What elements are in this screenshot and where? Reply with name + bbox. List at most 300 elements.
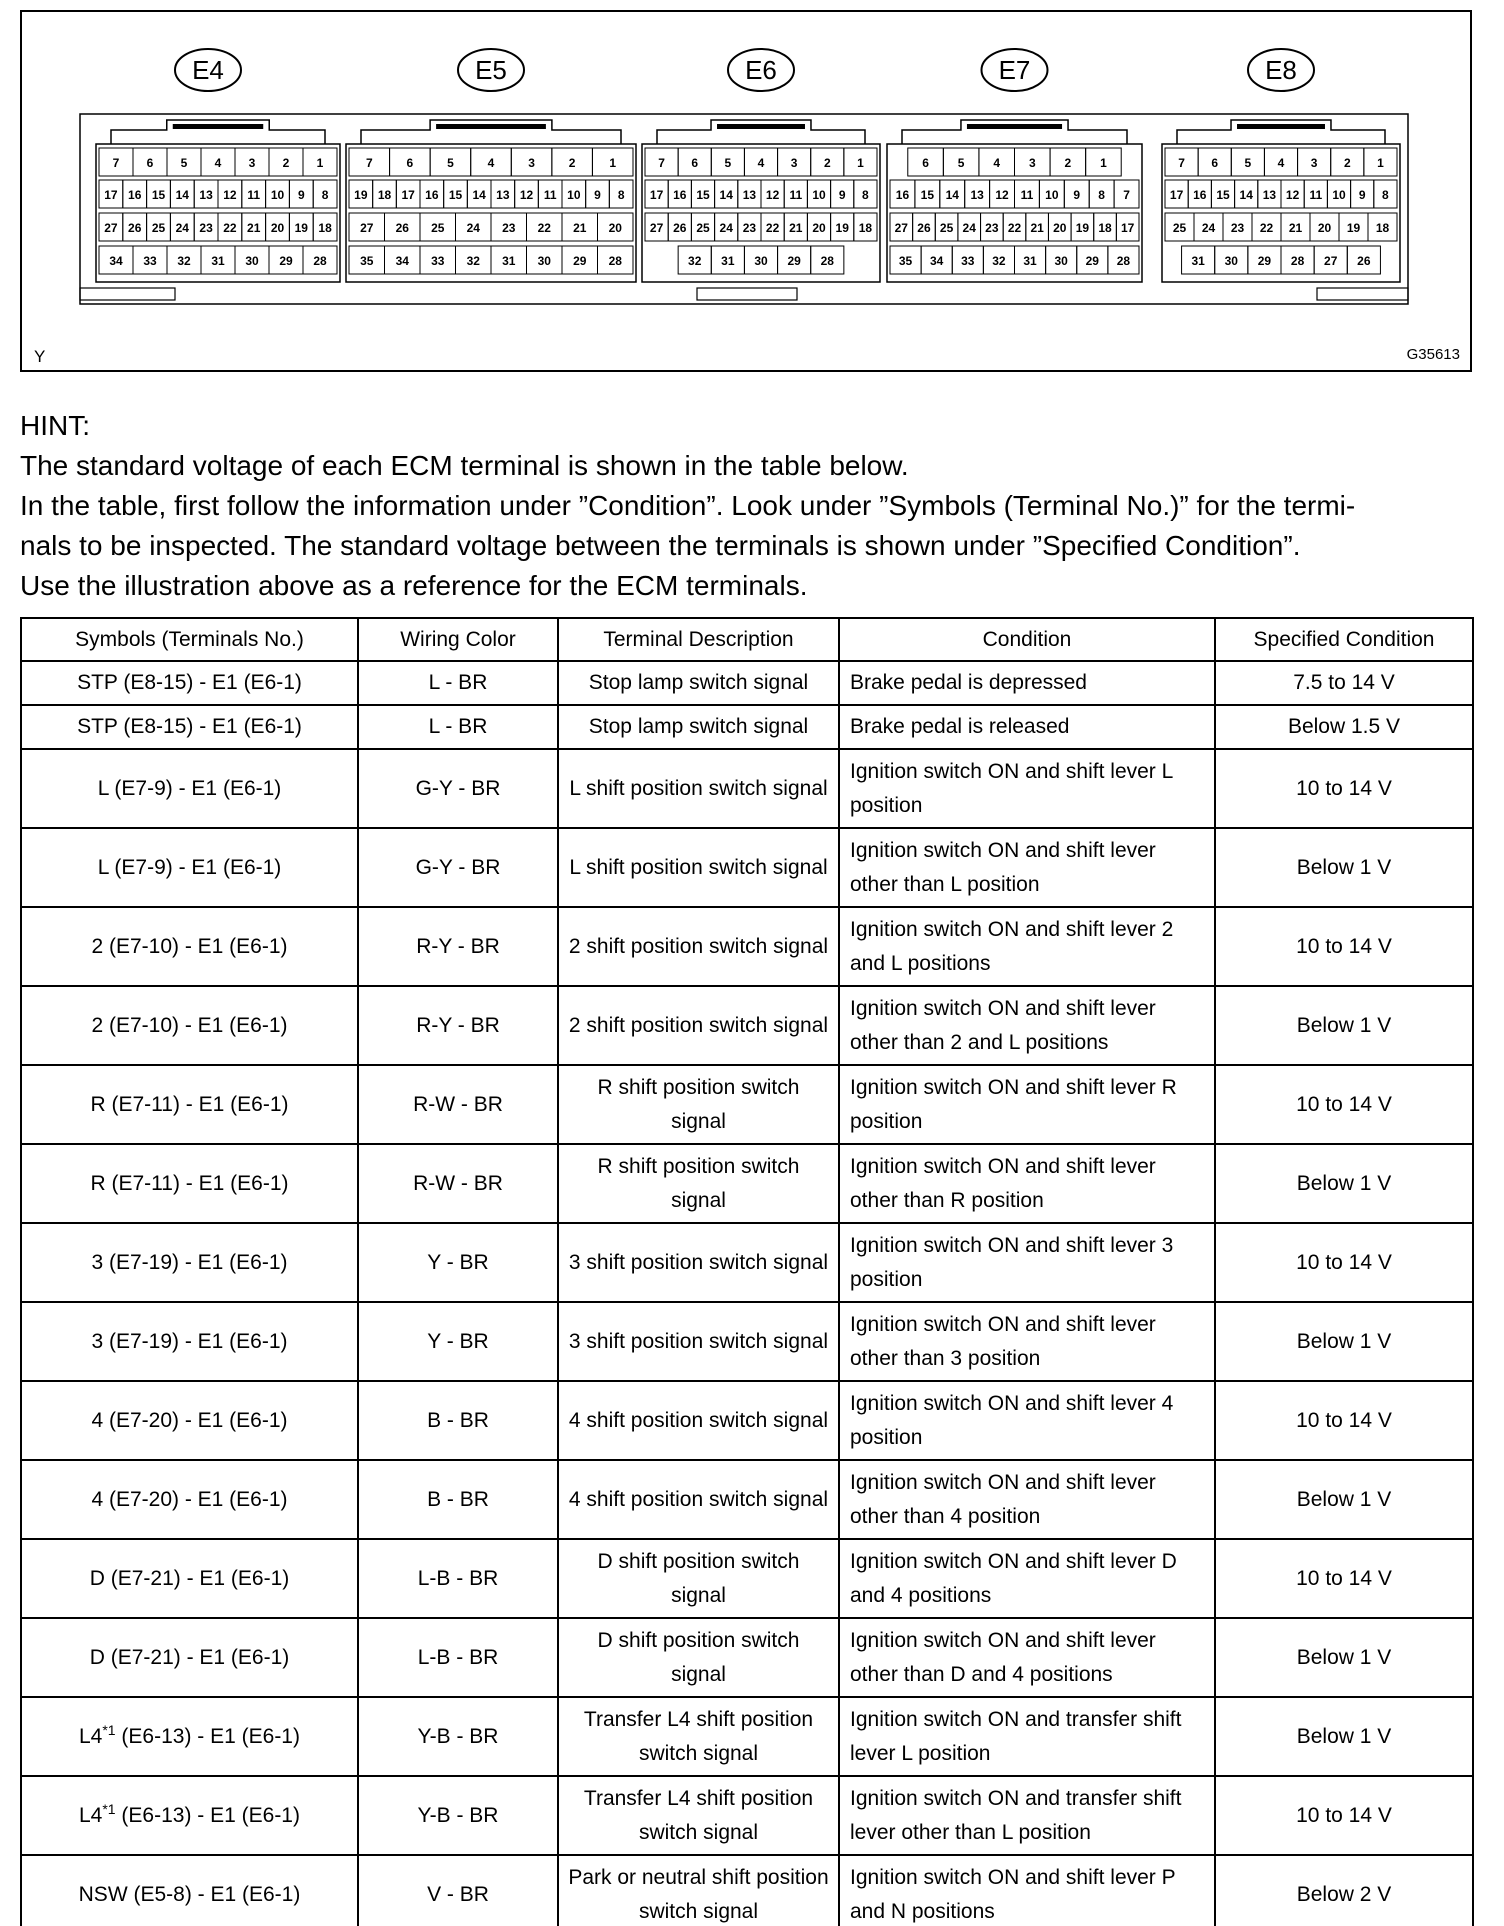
connector-pin-number: 16 (128, 188, 142, 202)
cell-description: L shift position switch signal (558, 749, 839, 828)
connector-latch-bar (967, 124, 1062, 129)
connector-pin-number: 32 (466, 254, 480, 268)
connector-pin-number: 33 (961, 254, 975, 268)
cell-wiring: L - BR (358, 661, 558, 705)
connector-latch-bar (436, 124, 546, 129)
connector-pin-number: 29 (787, 254, 801, 268)
table-row (21, 661, 1473, 705)
connector-pin-number: 14 (945, 188, 959, 202)
table-row (21, 1618, 1473, 1697)
cell-specified: Below 1 V (1215, 828, 1473, 907)
cell-specified: 10 to 14 V (1215, 907, 1473, 986)
cell-description: D shift position switch signal (558, 1618, 839, 1697)
connector-latch-bar (1237, 124, 1325, 129)
table-row (21, 1855, 1473, 1926)
connector-pin-number: 17 (401, 188, 415, 202)
connector-pin-number: 18 (377, 188, 392, 202)
connector-pin-number: 5 (1244, 156, 1252, 170)
cell-symbol: D (E7-21) - E1 (E6-1) (21, 1539, 358, 1618)
cell-specified: 10 to 14 V (1215, 1539, 1473, 1618)
footnote-mark: *1 (102, 1721, 116, 1738)
connector-pin-number: 6 (146, 156, 154, 170)
cell-specified: Below 1 V (1215, 1697, 1473, 1776)
cell-wiring: L-B - BR (358, 1618, 558, 1697)
connector-latch-bar (717, 124, 805, 129)
cell-condition: Ignition switch ON and shift lever other than D and 4 positions (839, 1618, 1215, 1697)
connector-pin-number: 27 (649, 221, 664, 235)
connector-pin-number: 8 (321, 188, 329, 202)
cell-wiring: Y-B - BR (358, 1697, 558, 1776)
connector-pin-number: 28 (820, 254, 834, 268)
table-row (21, 1697, 1473, 1776)
cell-specified: Below 1 V (1215, 1302, 1473, 1381)
cell-symbol: 3 (E7-19) - E1 (E6-1) (21, 1223, 358, 1302)
connector-pin-number: 10 (1045, 188, 1059, 202)
cell-symbol: 2 (E7-10) - E1 (E6-1) (21, 907, 358, 986)
connector-pin-number: 7 (1178, 156, 1185, 170)
connector-pin-number: 2 (568, 156, 576, 170)
cell-condition: Ignition switch ON and shift lever other than 2 and L positions (839, 986, 1215, 1065)
connector-pin-number: 2 (1064, 156, 1072, 170)
connector-pin-number: 19 (1075, 221, 1090, 235)
connector-pin-number: 9 (838, 188, 846, 202)
connector-pin-number: 35 (360, 254, 374, 268)
cell-specified: Below 1 V (1215, 1618, 1473, 1697)
hint-block (20, 406, 1482, 606)
cell-wiring: L - BR (358, 705, 558, 749)
connector-pin-number: 24 (962, 221, 976, 235)
connector-pin-number: 20 (270, 221, 285, 235)
connector-label: E8 (1265, 55, 1297, 85)
cell-description: 4 shift position switch signal (558, 1460, 839, 1539)
connector-pin-number: 1 (609, 156, 617, 170)
connector-pin-number: 13 (1262, 188, 1277, 202)
connector-pin-number: 9 (1073, 188, 1081, 202)
cell-wiring: R-W - BR (358, 1065, 558, 1144)
connector-pin-number: 17 (1169, 188, 1184, 202)
connector-pin-number: 21 (789, 221, 803, 235)
cell-specified: Below 2 V (1215, 1855, 1473, 1926)
connector-pin-number: 28 (1116, 254, 1131, 268)
cell-condition: Ignition switch ON and shift lever other than 4 position (839, 1460, 1215, 1539)
connector-pin-number: 17 (104, 188, 118, 202)
cell-condition: Brake pedal is released (839, 705, 1215, 749)
connector-pin-number: 9 (594, 188, 601, 202)
connector-pin-number: 8 (1382, 188, 1389, 202)
connector-pin-number: 8 (1098, 188, 1105, 202)
connector-pin-number: 33 (431, 254, 445, 268)
connector-label: E4 (192, 55, 224, 85)
cell-description: Transfer L4 shift position switch signal (558, 1697, 839, 1776)
connector-pin-number: 22 (1007, 221, 1022, 235)
connector-pin-number: 16 (895, 188, 910, 202)
cell-wiring: B - BR (358, 1460, 558, 1539)
connector-pin-number: 19 (835, 221, 849, 235)
connector-pin-number: 14 (472, 188, 486, 202)
cell-condition: Ignition switch ON and shift lever 4 position (839, 1381, 1215, 1460)
cell-description: R shift position switch signal (558, 1144, 839, 1223)
connector-pin-number: 10 (1332, 188, 1346, 202)
connector-pin-number: 22 (537, 221, 551, 235)
connector-pin-number: 4 (757, 156, 765, 170)
header-specified-condition: Specified Condition (1215, 618, 1473, 661)
connector-label: E6 (745, 55, 777, 85)
cell-symbol: L (E7-9) - E1 (E6-1) (21, 749, 358, 828)
connector-pin-number: 26 (673, 221, 687, 235)
cell-condition: Ignition switch ON and shift lever other than 3 position (839, 1302, 1215, 1381)
connector-pin-number: 16 (425, 188, 439, 202)
connector-pin-number: 13 (742, 188, 757, 202)
cell-specified: Below 1 V (1215, 986, 1473, 1065)
connector-pin-number: 30 (1224, 254, 1238, 268)
cell-specified: 10 to 14 V (1215, 749, 1473, 828)
connector-pin-number: 26 (1357, 254, 1371, 268)
header-wiring-color: Wiring Color (358, 618, 558, 661)
connector-pin-number: 28 (313, 254, 327, 268)
connector-pin-number: 6 (691, 156, 699, 170)
connector-pin-number: 13 (199, 188, 213, 202)
cell-condition: Ignition switch ON and shift lever R position (839, 1065, 1215, 1144)
connector-pin-number: 8 (617, 188, 625, 202)
ecm-terminal-table (20, 617, 1474, 1926)
cell-description: L shift position switch signal (558, 828, 839, 907)
housing-tab-middle (697, 288, 797, 300)
header-terminal-description: Terminal Description (558, 618, 839, 661)
cell-symbol: R (E7-11) - E1 (E6-1) (21, 1065, 358, 1144)
connector-pin-number: 20 (1053, 221, 1067, 235)
connector-pin-number: 16 (673, 188, 687, 202)
connector-pin-number: 6 (406, 156, 414, 170)
connector-pin-number: 18 (1375, 221, 1390, 235)
connector-pin-number: 31 (211, 254, 225, 268)
connector-pin-number: 17 (649, 188, 664, 202)
connector-pin-number: 25 (151, 221, 166, 235)
connector-pin-number: 2 (282, 156, 290, 170)
connector-pin-number: 7 (1123, 188, 1130, 202)
header-symbols: Symbols (Terminals No.) (21, 618, 358, 661)
table-header-row (21, 618, 1473, 661)
connector-pin-number: 4 (993, 156, 1001, 170)
connector-pin-number: 25 (431, 221, 445, 235)
connector-pin-number: 24 (719, 221, 733, 235)
cell-condition: Ignition switch ON and shift lever other than L position (839, 828, 1215, 907)
connector-pin-number: 18 (858, 221, 873, 235)
connector-pin-number: 31 (721, 254, 735, 268)
connector-pin-number: 11 (543, 188, 557, 202)
connector-pin-number: 34 (109, 254, 123, 268)
cell-condition: Ignition switch ON and shift lever P and N positions (839, 1855, 1215, 1926)
cell-condition: Ignition switch ON and shift lever L position (839, 749, 1215, 828)
connector-pin-number: 28 (1290, 254, 1305, 268)
cell-symbol: STP (E8-15) - E1 (E6-1) (21, 661, 358, 705)
cell-wiring: Y - BR (358, 1223, 558, 1302)
connector-diagram (22, 12, 1470, 370)
hint-heading: HINT: (20, 410, 90, 441)
connector-pin-number: 7 (365, 156, 373, 170)
connector-pin-number: 15 (920, 188, 935, 202)
table-row (21, 1065, 1473, 1144)
cell-wiring: V - BR (358, 1855, 558, 1926)
connector-pin-number: 1 (1377, 156, 1384, 170)
connector-pin-number: 2 (1343, 156, 1351, 170)
connector-pin-number: 1 (1100, 156, 1107, 170)
connector-pin-number: 24 (175, 221, 189, 235)
cell-wiring: G-Y - BR (358, 749, 558, 828)
connector-pin-number: 20 (812, 221, 826, 235)
connector-pin-number: 11 (789, 188, 803, 202)
cell-condition: Ignition switch ON and shift lever D and 4 positions (839, 1539, 1215, 1618)
cell-description: Stop lamp switch signal (558, 661, 839, 705)
connector-pin-number: 9 (297, 188, 305, 202)
connector-pin-number: 30 (245, 254, 259, 268)
cell-specified: Below 1 V (1215, 1144, 1473, 1223)
connector-pin-number: 2 (823, 156, 831, 170)
connector-pin-number: 32 (992, 254, 1006, 268)
connector-pin-number: 22 (223, 221, 237, 235)
cell-condition: Ignition switch ON and shift lever 3 position (839, 1223, 1215, 1302)
cell-symbol: 4 (E7-20) - E1 (E6-1) (21, 1460, 358, 1539)
connector-pin-number: 18 (1098, 221, 1112, 235)
cell-symbol: NSW (E5-8) - E1 (E6-1) (21, 1855, 358, 1926)
cell-wiring: R-Y - BR (358, 907, 558, 986)
cell-description: Transfer L4 shift position switch signal (558, 1776, 839, 1855)
connector-pin-number: 5 (447, 156, 454, 170)
cell-description: 3 shift position switch signal (558, 1223, 839, 1302)
connector-pin-number: 9 (1358, 188, 1366, 202)
connector-pin-number: 22 (1259, 221, 1274, 235)
connector-pin-number: 23 (502, 221, 516, 235)
ecm-connector-illustration (20, 10, 1472, 372)
connector-pin-number: 5 (957, 156, 965, 170)
cell-wiring: R-W - BR (358, 1144, 558, 1223)
connector-pin-number: 27 (894, 221, 908, 235)
cell-description: R shift position switch signal (558, 1065, 839, 1144)
connector-pin-number: 10 (812, 188, 826, 202)
cell-wiring: Y - BR (358, 1302, 558, 1381)
connector-pin-number: 31 (1023, 254, 1037, 268)
connector-pin-number: 5 (180, 156, 188, 170)
table-row (21, 1776, 1473, 1855)
connector-pin-number: 32 (688, 254, 702, 268)
connector-pin-number: 18 (318, 221, 332, 235)
connector-pin-number: 14 (719, 188, 733, 202)
connector-pin-number: 4 (214, 156, 222, 170)
cell-wiring: R-Y - BR (358, 986, 558, 1065)
header-condition: Condition (839, 618, 1215, 661)
cell-description: 2 shift position switch signal (558, 986, 839, 1065)
connector-pin-number: 3 (1028, 156, 1036, 170)
hint-line: In the table, first follow the information under ”Condition”. Look under ”Symbols (Terminal No.)” for the termi- (20, 490, 1356, 521)
connector-pin-number: 30 (1054, 254, 1068, 268)
connector-pin-number: 11 (247, 188, 261, 202)
cell-symbol: STP (E8-15) - E1 (E6-1) (21, 705, 358, 749)
connector-pin-number: 1 (857, 156, 864, 170)
table-row (21, 1302, 1473, 1381)
connector-pin-number: 12 (519, 188, 534, 202)
table-row (21, 828, 1473, 907)
connector-pin-number: 29 (1257, 254, 1272, 268)
hint-line: The standard voltage of each ECM terminal is shown in the table below. (20, 450, 909, 481)
connector-pin-number: 14 (175, 188, 189, 202)
table-row (21, 1381, 1473, 1460)
connector-pin-number: 21 (573, 221, 587, 235)
cell-description: Stop lamp switch signal (558, 705, 839, 749)
connector-pin-number: 23 (985, 221, 999, 235)
connector-pin-number: 1 (316, 156, 324, 170)
cell-wiring: G-Y - BR (358, 828, 558, 907)
cell-specified: Below 1 V (1215, 1460, 1473, 1539)
connector-pin-number: 26 (128, 221, 142, 235)
connector-pin-number: 33 (143, 254, 157, 268)
cell-condition: Ignition switch ON and transfer shift lever other than L position (839, 1776, 1215, 1855)
connector-pin-number: 25 (696, 221, 710, 235)
cell-condition: Ignition switch ON and shift lever 2 and L positions (839, 907, 1215, 986)
cell-specified: 10 to 14 V (1215, 1223, 1473, 1302)
footnote-mark: *1 (102, 1800, 116, 1817)
connector-pin-number: 11 (1020, 188, 1034, 202)
cell-symbol: 3 (E7-19) - E1 (E6-1) (21, 1302, 358, 1381)
connector-pin-number: 10 (270, 188, 285, 202)
connector-pin-number: 28 (608, 254, 622, 268)
connector-pin-number: 20 (608, 221, 622, 235)
connector-pin-number: 16 (1193, 188, 1207, 202)
connector-pin-number: 11 (1309, 188, 1323, 202)
connector-pin-number: 31 (1191, 254, 1205, 268)
cell-specified: 10 to 14 V (1215, 1381, 1473, 1460)
connector-pin-number: 25 (1172, 221, 1187, 235)
connector-pin-number: 7 (658, 156, 665, 170)
connector-pin-number: 3 (790, 156, 798, 170)
cell-symbol: 2 (E7-10) - E1 (E6-1) (21, 986, 358, 1065)
cell-specified: 10 to 14 V (1215, 1065, 1473, 1144)
connector-pin-number: 27 (1324, 254, 1338, 268)
connector-pin-number: 23 (742, 221, 757, 235)
table-row (21, 705, 1473, 749)
connector-pin-number: 31 (502, 254, 516, 268)
connector-pin-number: 12 (995, 188, 1009, 202)
figure-code: G35613 (1406, 346, 1460, 363)
connector-pin-number: 3 (248, 156, 256, 170)
connector-pin-number: 6 (922, 156, 929, 170)
housing-tab-left (80, 288, 175, 300)
connector-pin-number: 29 (1085, 254, 1099, 268)
connector-pin-number: 34 (930, 254, 944, 268)
connector-pin-number: 21 (247, 221, 261, 235)
cell-condition: Ignition switch ON and shift lever other than R position (839, 1144, 1215, 1223)
connector-pin-number: 24 (466, 221, 480, 235)
connector-latch (657, 120, 865, 144)
connector-pin-number: 23 (199, 221, 213, 235)
cell-description: Park or neutral shift position switch signal (558, 1855, 839, 1926)
connector-pin-number: 30 (537, 254, 551, 268)
cell-description: 4 shift position switch signal (558, 1381, 839, 1460)
connector-pin-number: 6 (1211, 156, 1219, 170)
connector-pin-number: 26 (917, 221, 931, 235)
connector-pin-number: 29 (279, 254, 293, 268)
cell-symbol: L4$^{*1}$ (E6-13) - E1 (E6-1) (21, 1776, 358, 1855)
connector-pin-number: 21 (1288, 221, 1303, 235)
cell-symbol: L4$^{*1}$ (E6-13) - E1 (E6-1) (21, 1697, 358, 1776)
connector-pin-number: 19 (354, 188, 368, 202)
connector-pin-number: 10 (567, 188, 581, 202)
connector-label: E5 (475, 55, 507, 85)
connector-pin-number: 21 (1030, 221, 1044, 235)
cell-symbol: L (E7-9) - E1 (E6-1) (21, 828, 358, 907)
cell-wiring: L-B - BR (358, 1539, 558, 1618)
table-row (21, 986, 1473, 1065)
connector-pin-number: 22 (765, 221, 780, 235)
connector-pin-number: 24 (1201, 221, 1216, 235)
connector-pin-number: 12 (223, 188, 237, 202)
cell-symbol: D (E7-21) - E1 (E6-1) (21, 1618, 358, 1697)
housing-tab-right (1317, 288, 1408, 300)
connector-pin-number: 20 (1317, 221, 1332, 235)
cell-wiring: B - BR (358, 1381, 558, 1460)
cell-condition: Brake pedal is depressed (839, 661, 1215, 705)
table-row (21, 1539, 1473, 1618)
cell-condition: Ignition switch ON and transfer shift lever L position (839, 1697, 1215, 1776)
connector-pin-number: 7 (112, 156, 120, 170)
connector-latch-bar (173, 124, 263, 129)
table-row (21, 907, 1473, 986)
connector-pin-number: 5 (724, 156, 732, 170)
cell-symbol: R (E7-11) - E1 (E6-1) (21, 1144, 358, 1223)
connector-pin-number: 3 (528, 156, 535, 170)
connector-pin-number: 15 (151, 188, 166, 202)
cell-specified: Below 1.5 V (1215, 705, 1473, 749)
cell-wiring: Y-B - BR (358, 1776, 558, 1855)
cell-description: 3 shift position switch signal (558, 1302, 839, 1381)
connector-pin-number: 32 (177, 254, 191, 268)
connector-pin-number: 12 (1285, 188, 1300, 202)
connector-pin-number: 30 (754, 254, 768, 268)
connector-pin-number: 4 (1277, 156, 1285, 170)
connector-latch (902, 120, 1127, 144)
cell-symbol: 4 (E7-20) - E1 (E6-1) (21, 1381, 358, 1460)
connector-pin-number: 27 (360, 221, 374, 235)
connector-pin-number: 34 (395, 254, 409, 268)
connector-pin-number: 19 (294, 221, 308, 235)
connector-pin-number: 13 (970, 188, 984, 202)
connector-pin-number: 26 (395, 221, 409, 235)
connector-label: E7 (998, 55, 1031, 85)
cell-specified: 10 to 14 V (1215, 1776, 1473, 1855)
table-row (21, 1460, 1473, 1539)
connector-pin-number: 17 (1121, 221, 1135, 235)
connector-pin-number: 15 (448, 188, 463, 202)
hint-line: Use the illustration above as a reference for the ECM terminals. (20, 570, 808, 601)
connector-pin-number: 15 (696, 188, 710, 202)
hint-line: nals to be inspected. The standard voltage between the terminals is shown under ”Specified Condition”. (20, 530, 1301, 561)
connector-pin-number: 19 (1346, 221, 1361, 235)
connector-pin-number: 8 (862, 188, 869, 202)
connector-pin-number: 12 (765, 188, 780, 202)
connector-pin-number: 27 (104, 221, 118, 235)
connector-pin-number: 4 (487, 156, 495, 170)
connector-pin-number: 14 (1239, 188, 1253, 202)
table-row (21, 1144, 1473, 1223)
connector-latch (1177, 120, 1385, 144)
cell-description: D shift position switch signal (558, 1539, 839, 1618)
connector-pin-number: 15 (1216, 188, 1230, 202)
connector-latch (111, 120, 325, 144)
connector-pin-number: 29 (573, 254, 587, 268)
connector-pin-number: 3 (1310, 156, 1318, 170)
connector-latch (361, 120, 621, 144)
connector-pin-number: 23 (1230, 221, 1245, 235)
connector-pin-number: 13 (496, 188, 510, 202)
cell-description: 2 shift position switch signal (558, 907, 839, 986)
